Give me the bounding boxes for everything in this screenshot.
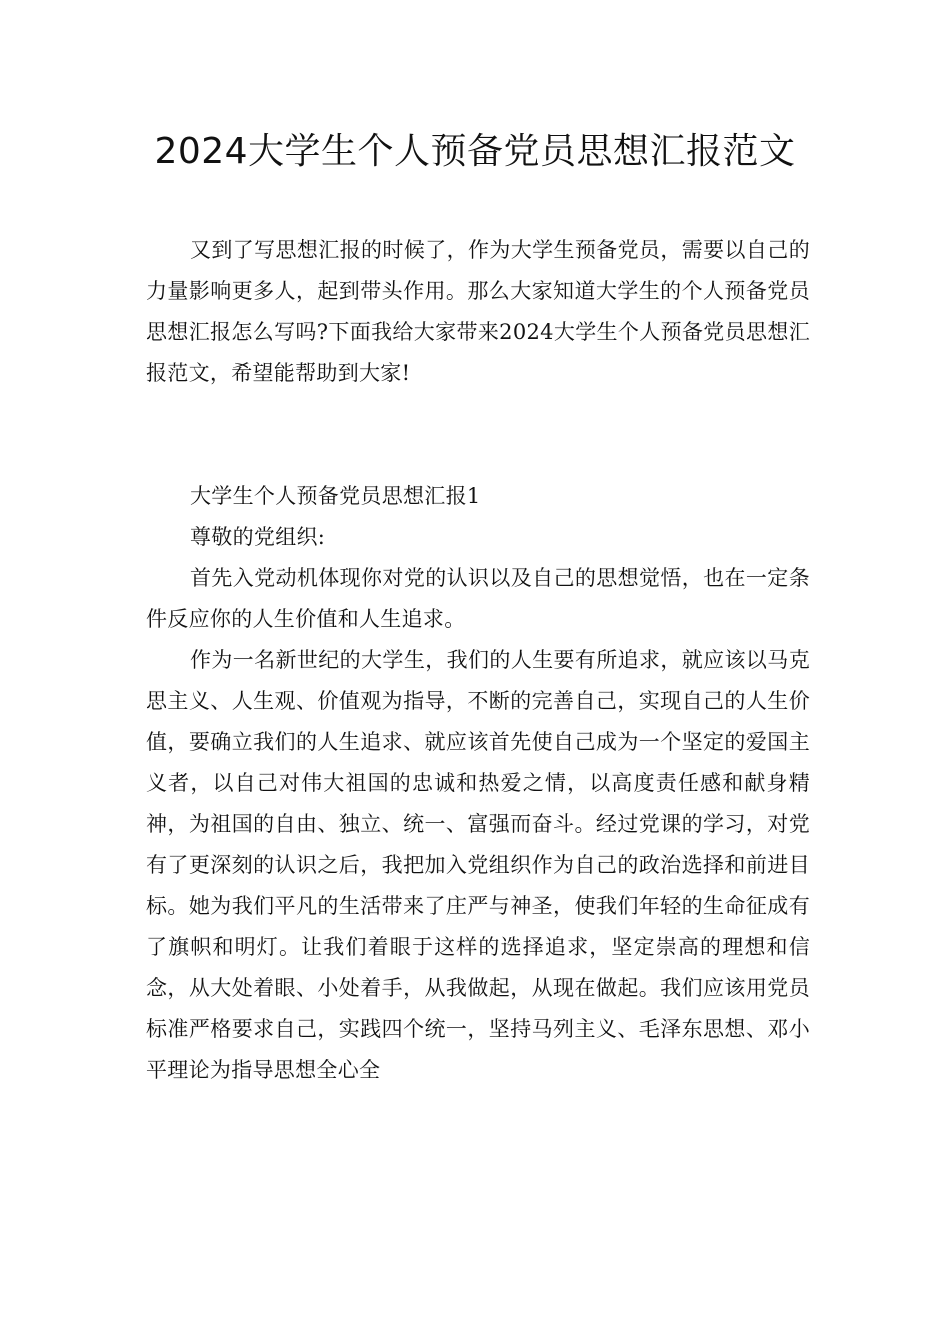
body-paragraph-2: 作为一名新世纪的大学生，我们的人生要有所追求，就应该以马克思主义、人生观、价值观为指导，不断的完善自己，实现自己的人生价值，要确立我们的人生追求、就应该首先使自己成为一个坚定的爱国主义者，以自己对伟大祖国的忠诚和热爱之情，以高度责任感和献身精神，为祖国的自由、独立、统一、富强而奋斗。经过党课的学习，对党有了更深刻的认识之后，我把加入党组织作为自己的政治选择和前进目标。她为我们平凡的生活带来了庄严与神圣，使我们年轻的生命征成有了旗帜和明灯。让我们着眼于这样的选择追求，坚定崇高的理想和信念，从大处着眼、小处着手，从我做起，从现在做起。我们应该用党员标准严格要求自己，实践四个统一，坚持马列主义、毛泽东思想、邓小平理论为指导思想全心全 [146,648,810,1082]
intro-paragraph: 又到了写思想汇报的时候了，作为大学生预备党员，需要以自己的力量影响更多人，起到带头作用。那么大家知道大学生的个人预备党员思想汇报怎么写吗?下面我给大家带来2024大学生个人预备党员思想汇报范文，希望能帮助到大家! [146,238,810,385]
spacer [146,394,810,476]
body-paragraph-1: 首先入党动机体现你对党的认识以及自己的思想觉悟，也在一定条件反应你的人生价值和人生追求。 [146,566,810,631]
document-title: 2024大学生个人预备党员思想汇报范文 [154,131,796,172]
section-heading: 大学生个人预备党员思想汇报1 [190,484,481,508]
salutation: 尊敬的党组织: [190,525,326,549]
document-body [146,230,810,1091]
